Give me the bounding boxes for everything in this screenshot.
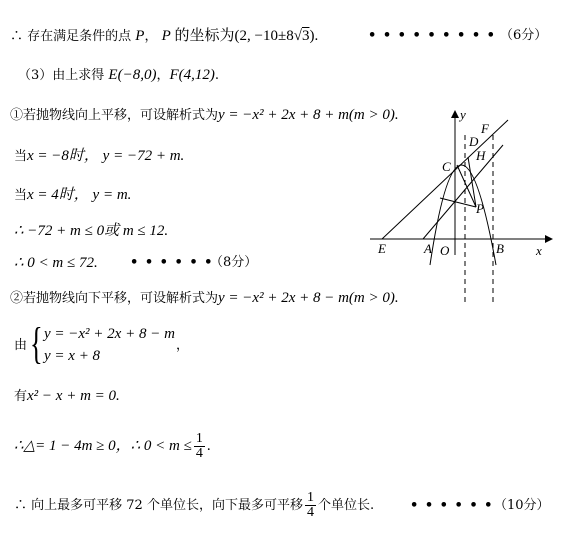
line-ef [382, 120, 508, 239]
text-segment: 当 [14, 188, 28, 203]
answer-line-3 [10, 106, 399, 125]
equation: y = −x² + 2x + 8 + m(m > 0). [218, 107, 399, 123]
text-segment: ∴ 向上最多可平移 72 个单位长，向下最多可平移 [14, 498, 303, 513]
label-d: D [469, 134, 479, 149]
text-segment: ， [176, 338, 190, 353]
fraction: $\frac{1}{4}$ [306, 490, 314, 520]
text-segment: 当 [14, 149, 28, 164]
label-f: F [481, 121, 489, 136]
text-segment: （3）由上求得 [18, 68, 105, 83]
equation: x² − x + m = 0. [27, 388, 120, 404]
answer-line-7: ∴ 0 < m ≤ 72. [14, 255, 98, 271]
text-segment: ∴ 存在满足条件的点 [10, 29, 132, 44]
sqrt-value: 3 [301, 28, 310, 44]
equation-system [30, 319, 230, 370]
fraction: $\frac{1}{4}$ [195, 431, 203, 461]
text-segment: 有 [14, 389, 28, 404]
equation: y = −x² + 2x + 8 − m(m > 0). [218, 290, 399, 306]
segment-hp [468, 157, 476, 207]
equation: x = 4时， y = m. [27, 187, 132, 203]
point-e-coord: E(−8,0) [108, 67, 157, 83]
segment-p [440, 198, 476, 207]
text-segment: 由 [14, 338, 28, 353]
left-brace: { [30, 319, 43, 368]
equation: ∴△= 1 − 4m ≥ 0，∴ 0 < m ≤ [14, 438, 192, 454]
point-p: P [135, 28, 145, 44]
answer-line-8 [10, 289, 399, 308]
score-dots: • • • • • • [130, 255, 214, 270]
answer-line-2 [18, 66, 219, 85]
text-segment: ②若抛物线向下平移，可设解析式为 [10, 291, 219, 306]
answer-line-5 [14, 186, 131, 205]
label-o: O [440, 243, 450, 258]
parabola-figure [368, 105, 564, 310]
answer-line-12 [14, 490, 374, 522]
label-p: P [476, 201, 484, 216]
text-segment: ， [156, 68, 170, 83]
score-label: （6分） [500, 28, 548, 43]
text-segment: ①若抛物线向上平移，可设解析式为 [10, 108, 219, 123]
point-p: P [161, 28, 171, 44]
coordinate-text: 的坐标为(2, −10±8 [170, 28, 294, 44]
label-e: E [378, 241, 386, 256]
label-b: B [496, 241, 504, 256]
answer-line-6: ∴ −72 + m ≤ 0或 m ≤ 12. [14, 223, 169, 239]
answer-line-10 [14, 387, 120, 406]
system-equation-2: y = x + 8 [44, 348, 101, 364]
score-label: （8分） [210, 255, 258, 270]
system-equation-1: y = −x² + 2x + 8 − m [44, 326, 175, 342]
label-x: x [536, 243, 542, 258]
label-a: A [424, 241, 432, 256]
text-segment: 个单位长. [317, 498, 375, 513]
line-shifted [423, 145, 503, 239]
answer-line-1 [10, 27, 318, 46]
label-c: C [442, 159, 451, 174]
equation: x = −8时， y = −72 + m. [27, 148, 185, 164]
text-segment: . [214, 68, 220, 83]
score-dots: • • • • • • • • • [368, 28, 496, 43]
text-segment: ， [144, 29, 158, 44]
label-h: H [476, 148, 486, 163]
score-dots: • • • • • • [410, 498, 494, 513]
label-y: y [460, 107, 466, 122]
sqrt-symbol: √3 [293, 28, 310, 44]
answer-line-4 [14, 147, 184, 166]
answer-line-11: ∴△= 1 − 4m ≥ 0，∴ 0 < m ≤ $\frac{1}{4}$ . [14, 431, 211, 461]
point-f-coord: F(4,12) [169, 67, 215, 83]
text-segment: ). [309, 28, 319, 44]
segment-cp [457, 165, 476, 207]
score-label: （10分） [494, 498, 550, 513]
